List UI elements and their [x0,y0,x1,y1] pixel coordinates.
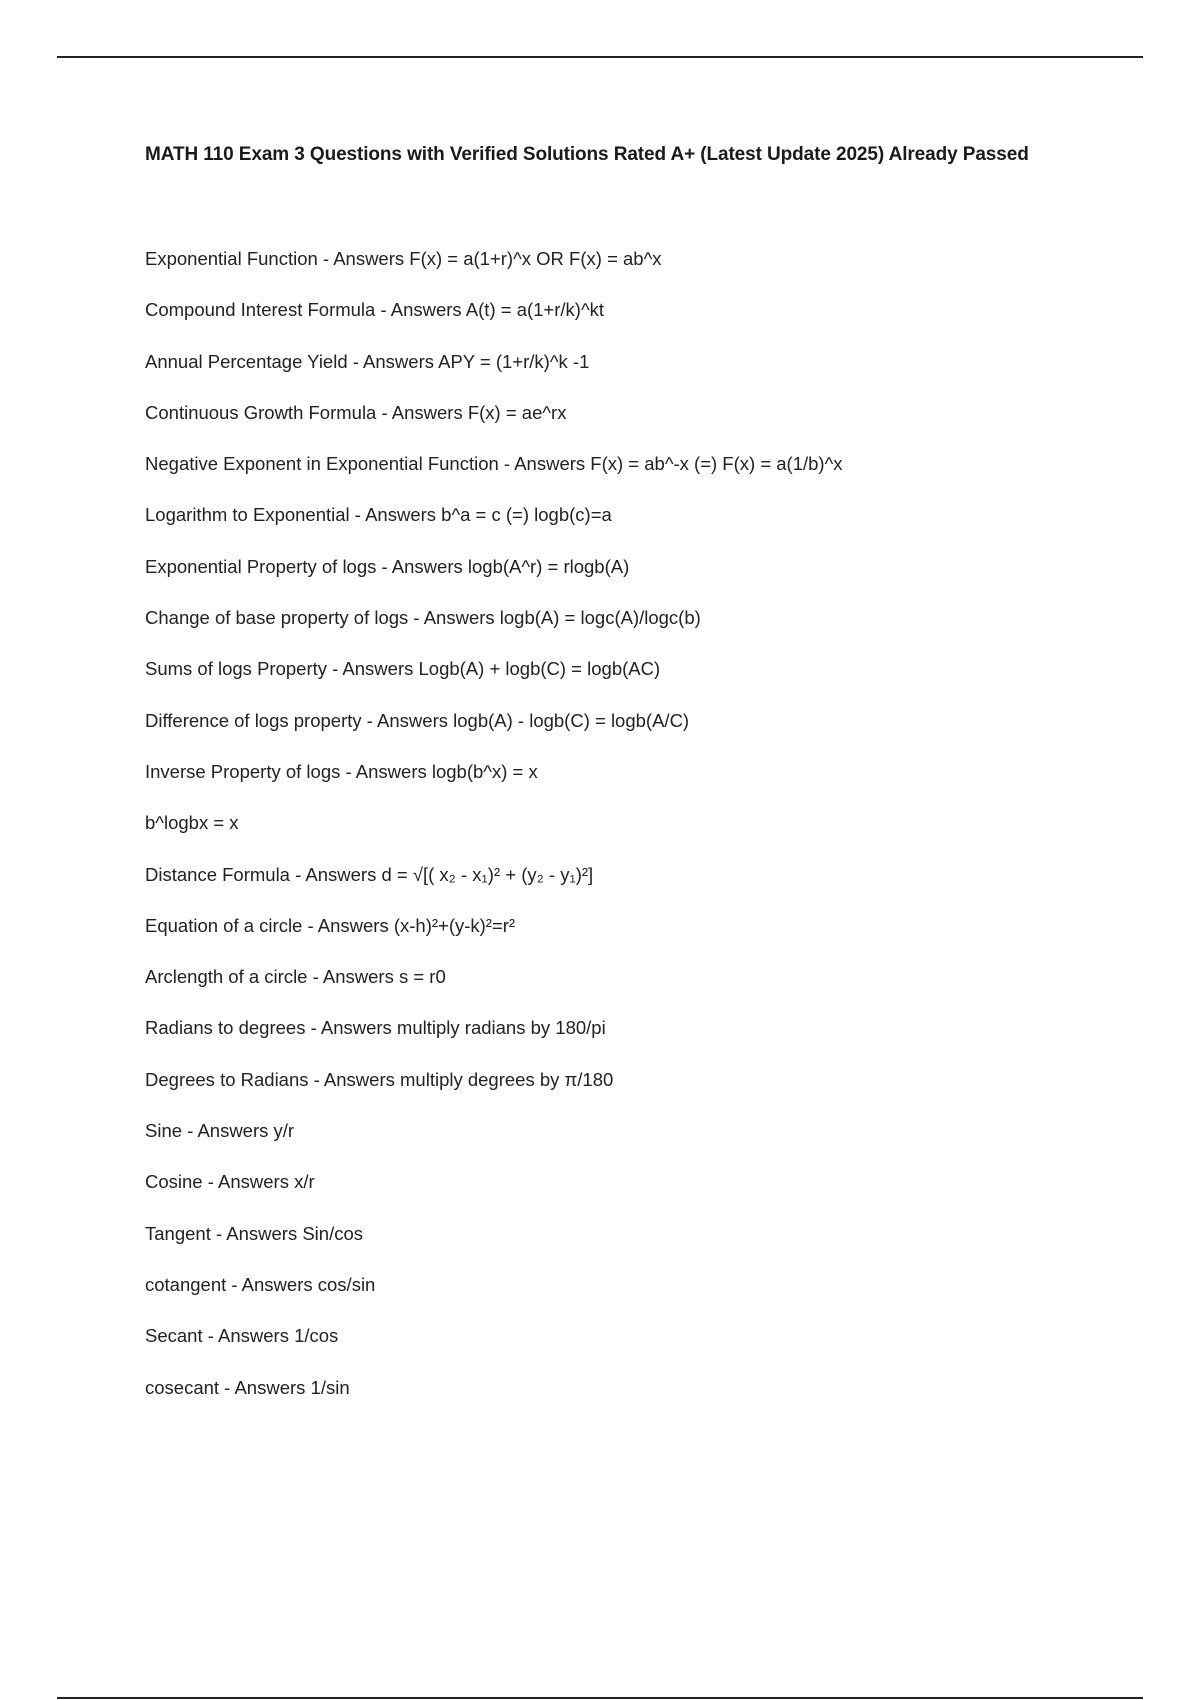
list-item: Compound Interest Formula - Answers A(t) = a(1+r/k)^kt [145,299,605,321]
list-item: Inverse Property of logs - Answers logb(b^x) = x [145,760,538,782]
list-item: Degrees to Radians - Answers multiply degrees by π/180 [145,1068,614,1090]
list-item: Difference of logs property - Answers logb(A) - logb(C) = logb(A/C) [145,709,690,731]
list-item: Secant - Answers 1/cos [145,1325,339,1347]
list-item: Exponential Function - Answers F(x) = a(1+r)^x OR F(x) = ab^x [145,248,662,269]
list-item: Annual Percentage Yield - Answers APY = (1+r/k)^k -1 [145,350,590,372]
list-item: Distance Formula - Answers d = √[( x₂ - x₁)² + (y₂ - y₁)²] [145,863,594,885]
list-item: Negative Exponent in Exponential Function - Answers F(x) = ab^-x (=) F(x) = a(1/b)^x [145,453,843,475]
list-item: Exponential Property of logs - Answers logb(A^r) = rlogb(A) [145,555,630,577]
list-item: b^logbx = x [145,812,239,834]
list-item: Arclength of a circle - Answers s = r0 [145,966,446,988]
top-rule [57,56,1143,58]
list-item: Change of base property of logs - Answers logb(A) = logc(A)/logc(b) [145,607,701,629]
list-item: cosecant - Answers 1/sin [145,1376,350,1398]
list-item: Sums of logs Property - Answers Logb(A) + logb(C) = logb(AC) [145,658,661,680]
list-item: Radians to degrees - Answers multiply radians by 180/pi [145,1017,606,1039]
list-item: Sine - Answers y/r [145,1120,295,1142]
list-item: Tangent - Answers Sin/cos [145,1222,363,1244]
qa-list [145,247,843,1427]
list-item: cotangent - Answers cos/sin [145,1273,376,1295]
document-title: MATH 110 Exam 3 Questions with Verified Solutions Rated A+ (Latest Update 2025) Already Passed [145,144,1029,165]
list-item: Continuous Growth Formula - Answers F(x) = ae^rx [145,401,567,423]
list-item: Equation of a circle - Answers (x-h)²+(y-k)²=r² [145,914,516,936]
bottom-rule [57,1697,1143,1699]
list-item: Logarithm to Exponential - Answers b^a = c (=) logb(c)=a [145,504,612,526]
list-item: Cosine - Answers x/r [145,1171,315,1193]
